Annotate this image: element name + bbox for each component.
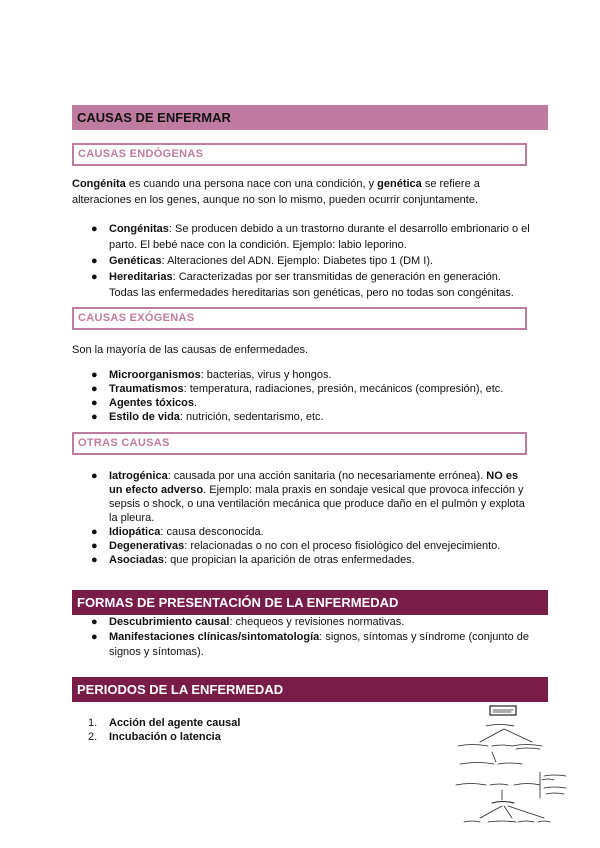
- bullet-icon: ●: [91, 223, 98, 235]
- term-congenita: Congénita: [72, 178, 126, 190]
- exogenas-intro-paragraph: Son la mayoría de las causas de enfermedades.: [72, 344, 309, 356]
- bullet-icon: ●: [91, 616, 98, 628]
- exogenas-list: [72, 368, 532, 424]
- bullet-icon: ●: [91, 383, 98, 395]
- list-item: ● Manifestaciones clínicas/sintomatología: signos, síntomas y síndrome (conjunto de signos y síntomas).: [91, 631, 529, 658]
- list-item: ● Congénitas: Se producen debido a un trastorno durante el desarrollo embrionario o el parto. El bebé nace con la condición. Ejemplo: labio leporino.: [91, 223, 530, 251]
- list-item: ● Agentes tóxicos.: [91, 397, 198, 409]
- list-item: ● Microorganismos: bacterias, virus y hongos.: [91, 369, 332, 381]
- bullet-icon: ●: [91, 271, 98, 283]
- heading-causas-de-enfermar: CAUSAS DE ENFERMAR: [72, 105, 548, 130]
- bullet-icon: ●: [91, 411, 98, 423]
- bullet-icon: ●: [91, 631, 98, 643]
- list-item: ● Estilo de vida: nutrición, sedentarismo, etc.: [91, 411, 324, 423]
- heading-periodos-de-la-enfermedad: PERIODOS DE LA ENFERMEDAD: [72, 677, 548, 702]
- list-item: ● Traumatismos: temperatura, radiaciones, presión, mecánicos (compresión), etc.: [91, 383, 504, 395]
- handwritten-diagram-image: [452, 702, 600, 828]
- bullet-icon: ●: [91, 470, 98, 482]
- list-item: ● Iatrogénica: causada por una acción sanitaria (no necesariamente errónea). NO es un efecto adverso. Ejemplo: mala praxis en sondaje vesical que provoca infección y sepsis o shock, o una ventilación mecánica que produce daño en el pulmón y explota la pleura.: [91, 470, 525, 524]
- term-genetica: genética: [377, 178, 422, 190]
- subheading-causas-exogenas: CAUSAS EXÓGENAS: [72, 307, 527, 330]
- subheading-otras-causas: OTRAS CAUSAS: [72, 432, 527, 455]
- list-item: ● Degenerativas: relacionadas o no con el proceso fisiológico del envejecimiento.: [91, 540, 501, 552]
- otras-list: [72, 469, 532, 567]
- list-item: ● Descubrimiento causal: chequeos y revisiones normativas.: [91, 616, 405, 628]
- bullet-icon: ●: [91, 526, 98, 538]
- bullet-icon: ●: [91, 255, 98, 267]
- list-item: ● Genéticas: Alteraciones del ADN. Ejemplo: Diabetes tipo 1 (DM I).: [91, 255, 434, 267]
- formas-list: [72, 615, 532, 660]
- list-item: ● Asociadas: que propician la aparición de otras enfermedades.: [91, 554, 415, 566]
- list-item: 2. Incubación o latencia: [88, 731, 221, 743]
- bullet-icon: ●: [91, 397, 98, 409]
- list-item: ● Hereditarias: Caracterizadas por ser transmitidas de generación en generación. Todas las enfermedades hereditarias son genéticas, pero no todas son congénitas.: [91, 271, 514, 299]
- list-item: 1. Acción del agente causal: [88, 717, 241, 729]
- heading-formas-de-presentacion: FORMAS DE PRESENTACIÓN DE LA ENFERMEDAD: [72, 590, 548, 615]
- bullet-icon: ●: [91, 554, 98, 566]
- subheading-causas-endogenas: CAUSAS ENDÓGENAS: [72, 143, 527, 166]
- bullet-icon: ●: [91, 540, 98, 552]
- endogenas-list: [72, 221, 532, 301]
- bullet-icon: ●: [91, 369, 98, 381]
- endogenas-intro-paragraph: Congénita es cuando una persona nace con una condición, y genética se refiere a alteraciones en los genes, aunque no son lo mismo, pueden ocurrir conjuntamente.: [72, 178, 480, 206]
- list-item: ● Idiopática: causa desconocida.: [91, 526, 264, 538]
